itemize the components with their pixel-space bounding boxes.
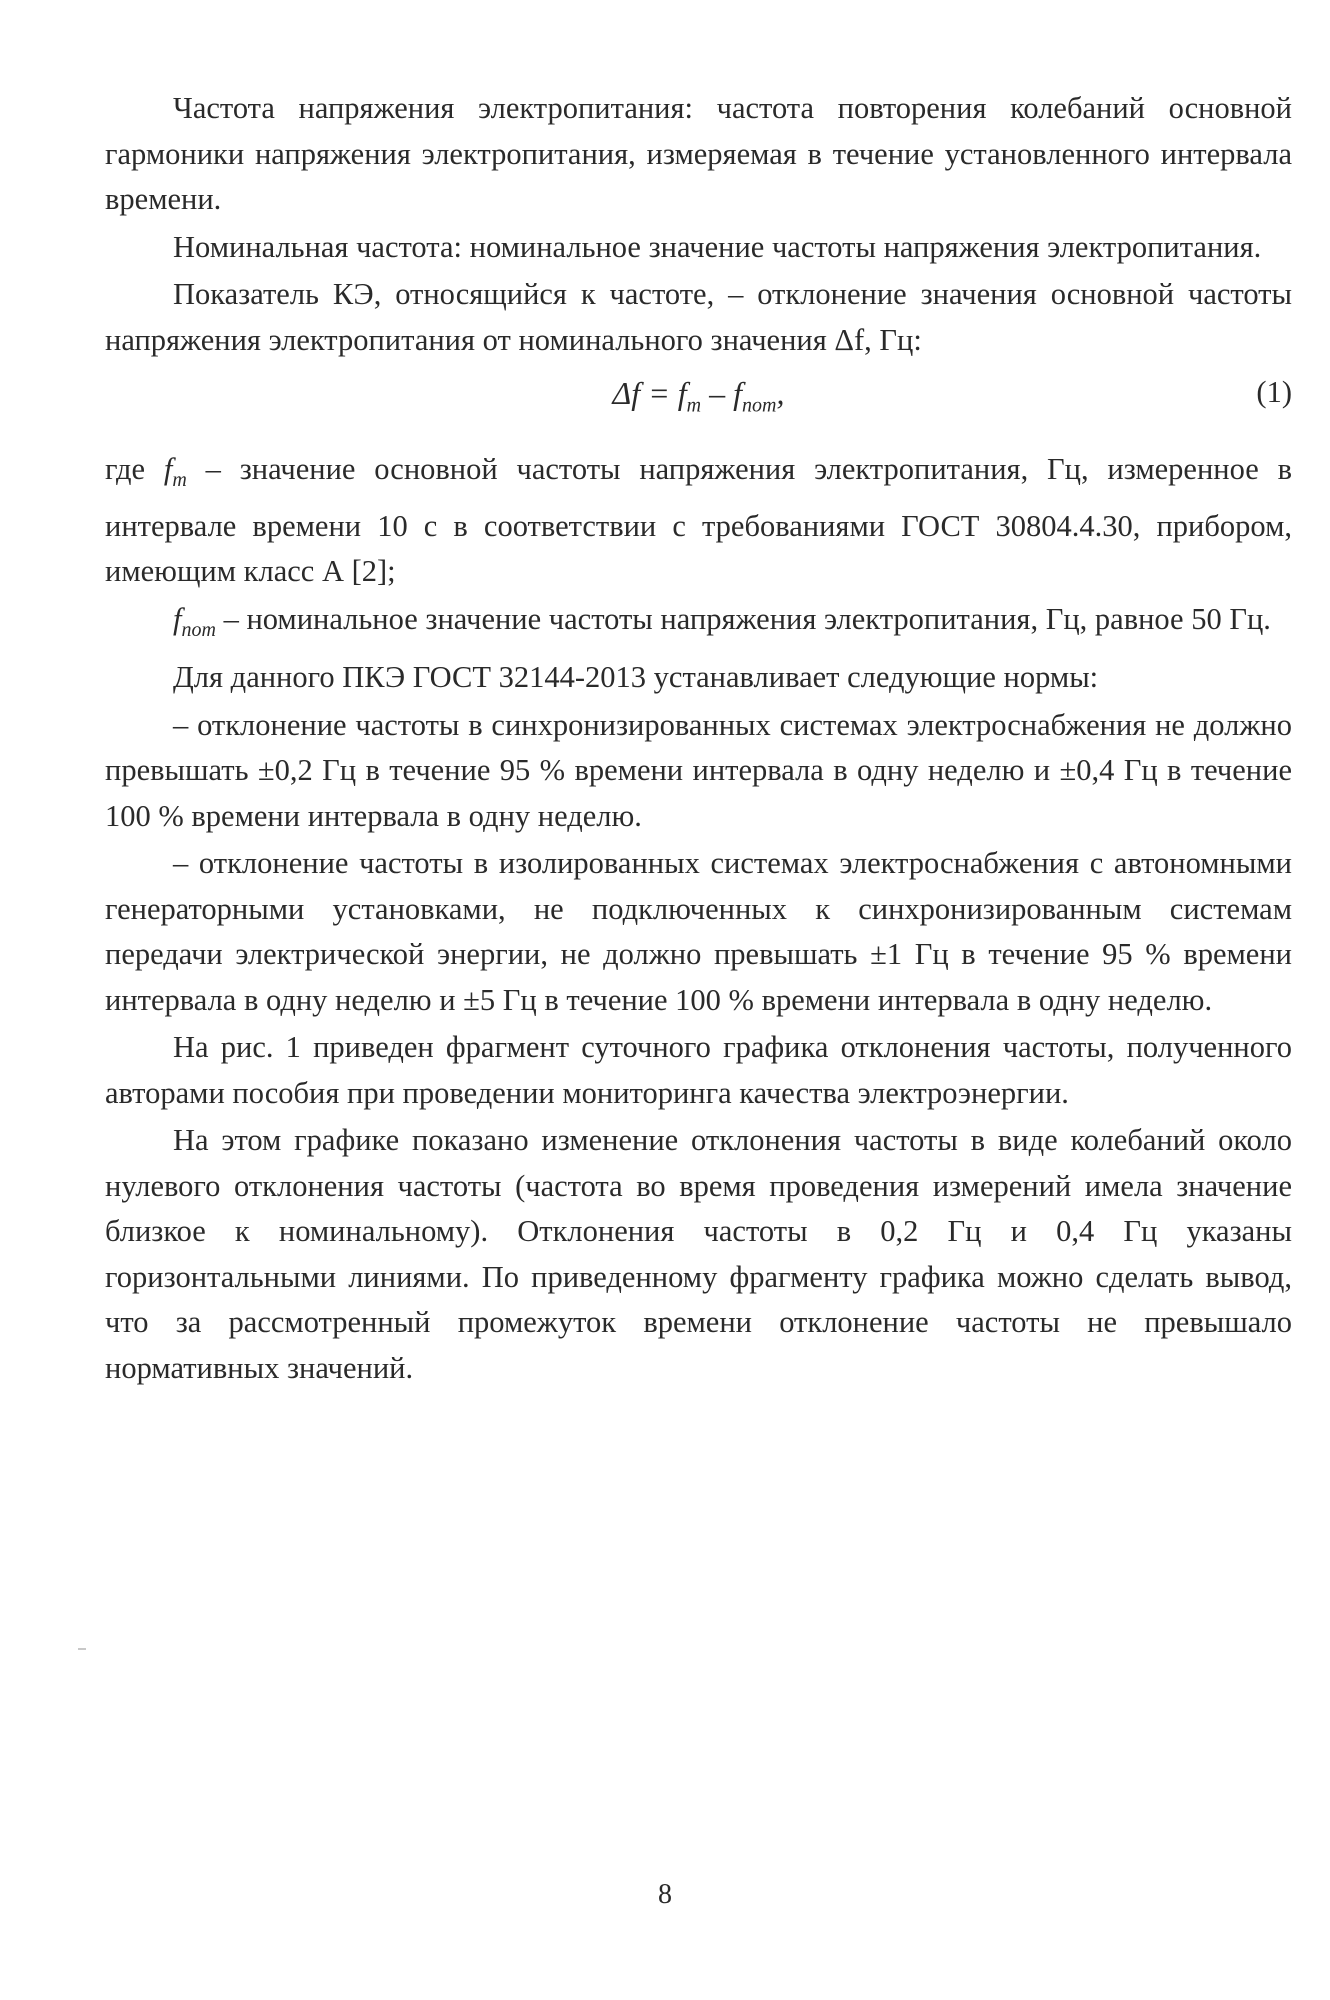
where-fm-symbol <box>163 452 187 492</box>
paragraph-norms-intro: Для данного ПКЭ ГОСТ 32144-2013 устанавливает следующие нормы: <box>173 660 1099 695</box>
scan-artifact <box>78 1648 86 1650</box>
equation-number: (1) <box>1256 375 1292 409</box>
paragraph-nominal-frequency: Номинальная частота: номинальное значение частоты напряжения электропитания. <box>173 229 1262 264</box>
formula-delta-f <box>105 375 1292 417</box>
paragraph-figure-reference: На рис. 1 приведен фрагмент суточного графика отклонения частоты, полученного авторами пособия при проведении мониторинга качества электроэнергии. <box>105 1030 1292 1110</box>
where-fm-letter: f <box>163 452 173 486</box>
paragraph-norm-synchronized: – отклонение частоты в синхронизированных системах электроснабжения не должно превышать ±0,2 Гц в течение 95 % времени интервала в одну неделю и ±0,4 Гц в течение 100 % времени интервала в одну неделю. <box>105 707 1292 833</box>
where-fm-text: – значение основной частоты напряжения электропитания, Гц, измеренное в интервале времени 10 с в соответствии с требованиями ГОСТ 30804.4.30, прибором, имеющим класс А [2]; <box>105 452 1293 589</box>
paragraph-where-fnom <box>105 597 1292 654</box>
where-fnom-text: – номинальное значение частоты напряжения электропитания, Гц, равное 50 Гц. <box>215 601 1271 636</box>
formula-equals: = <box>640 375 678 411</box>
formula-fm-sub: m <box>686 394 702 417</box>
where-prefix: где <box>105 452 164 486</box>
formula-fm: f <box>677 375 687 411</box>
where-fnom-sub: nom <box>181 618 216 641</box>
paragraph-figure-description: На этом графике показано изменение отклонения частоты в виде колебаний около нулевого отклонения частоты (частота во время проведения измерений имела значение близкое к номинальному). Отклонения частоты в 0,2 Гц и 0,4 Гц указаны горизонтальными линиями. По приведенному фрагменту графика можно сделать вывод, что за рассмотренный промежуток времени отклонение частоты не превышало нормативных значений. <box>105 1123 1292 1385</box>
where-fnom-letter: f <box>173 601 182 636</box>
formula-minus: – <box>701 375 734 411</box>
paragraph-frequency-indicator: Показатель КЭ, относящийся к частоте, – отклонение значения основной частоты напряжения электропитания от номинального значения Δf, Гц: <box>105 277 1292 357</box>
where-fm-sub: m <box>172 469 187 492</box>
paragraph-norm-isolated: – отклонение частоты в изолированных системах электроснабжения с автономными генераторными установками, не подключенных к синхронизированным системам передачи электрической энергии, не должно превышать ±1 Гц в течение 95 % времени интервала в одну неделю и ±5 Гц в течение 100 % времени интервала в одну неделю. <box>105 846 1292 1017</box>
paragraph-supply-frequency: Частота напряжения электропитания: частота повторения колебаний основной гармоники напряжения электропитания, измеряемая в течение установленного интервала времени. <box>105 91 1292 216</box>
formula-fnom: f <box>733 375 743 411</box>
paragraph-where-fm <box>105 447 1292 595</box>
where-fnom-symbol <box>173 601 216 641</box>
formula-fnom-sub: nom <box>742 394 777 417</box>
formula-comma: , <box>776 375 785 411</box>
page-number: 8 <box>658 1879 672 1910</box>
formula-row <box>105 367 1292 437</box>
page-body <box>105 86 1292 1393</box>
formula-delta-symbol: Δf <box>612 375 641 411</box>
